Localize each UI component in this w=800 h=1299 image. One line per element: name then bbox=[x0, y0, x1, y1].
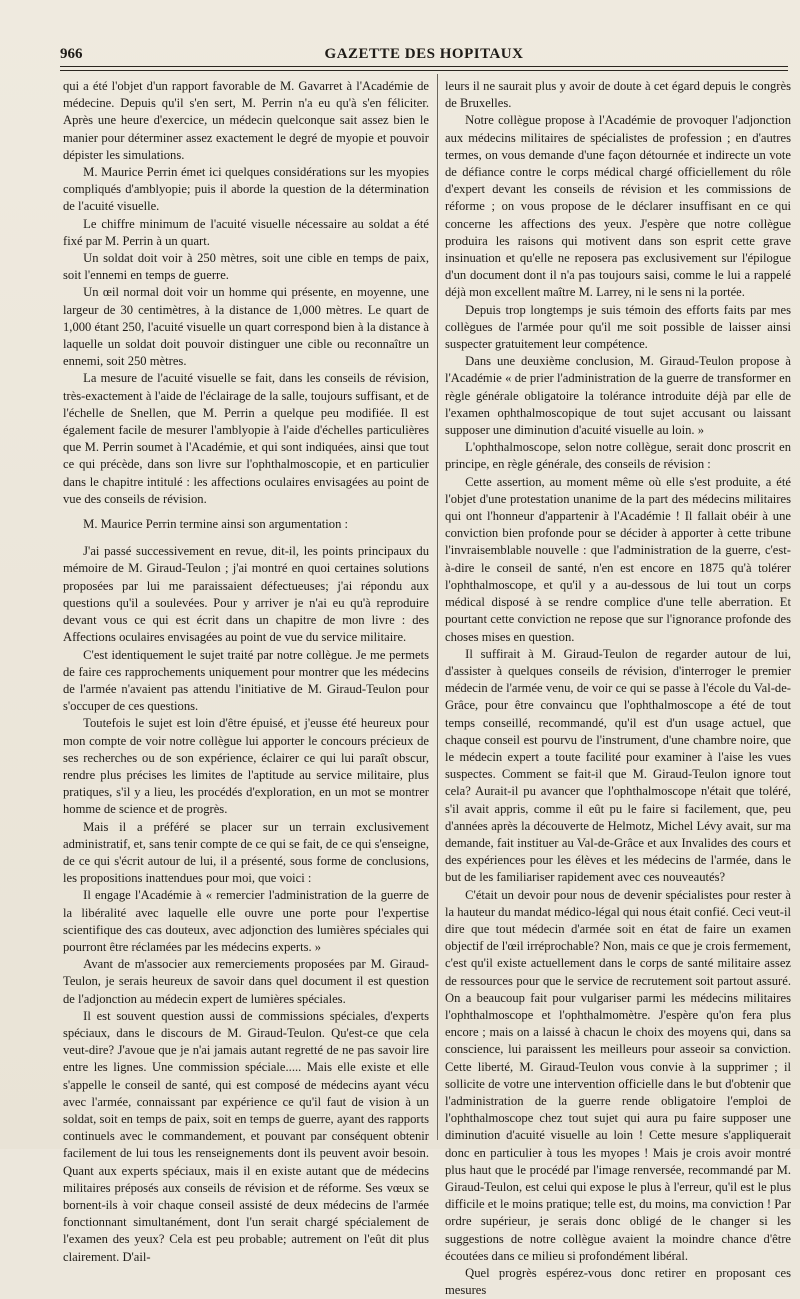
right-column bbox=[445, 78, 792, 1298]
column-divider bbox=[437, 74, 438, 1140]
paragraph: J'ai passé successivement en revue, dit-il, les points principaux du mémoire de M. Giraud-Teulon ; j'ai montré en quoi certaines solutions proposées par lui me paraissaient défectueuses; j'ai répondu aux questions qu'il a soulevées. Pour y arriver je n'ai eu qu'à reproduire devant vous ce qui est écrit dans un chapitre de mon livre : des Affections oculaires envisagées au point de vue du service militaire. bbox=[63, 544, 429, 645]
header-rule bbox=[60, 66, 788, 67]
page-header bbox=[60, 40, 788, 68]
paragraph: Dans une deuxième conclusion, M. Giraud-Teulon propose à l'Académie « de prier l'administration de la guerre de transformer en règle générale obligatoire la tolérance introduite déjà par elle de l'examen ophthalmoscopique de tout sujet accusant ou laissant supposer une diminution d'acuité visuelle au loin. » bbox=[445, 354, 791, 438]
paragraph: L'ophthalmoscope, selon notre collègue, serait donc proscrit en principe, en règle générale, des conseils de révision : bbox=[445, 440, 791, 472]
paragraph: Un soldat doit voir à 250 mètres, soit une cible en temps de paix, soit l'ennemi en temps de guerre. bbox=[63, 251, 429, 283]
header-rule-double bbox=[60, 70, 788, 71]
paragraph: La mesure de l'acuité visuelle se fait, dans les conseils de révision, très-exactement à l'aide de l'éclairage de la salle, toujours suffisant, et de l'échelle de Snellen, que M. Perrin a quelque peu modifiée. Il est également facile de mesurer l'amblyopie à l'aide d'échelles particulières que M. Perrin soumet à l'Académie, et qui sont indiquées, ainsi que tout ce qui précède, dans son livre sur l'ophthalmoscopie, et en particulier dans le chapitre intitulé : les affections oculaires envisagées au point de vue des conseils de révision. bbox=[63, 371, 429, 506]
paragraph: M. Maurice Perrin termine ainsi son argumentation : bbox=[83, 517, 349, 532]
paragraph: Le chiffre minimum de l'acuité visuelle nécessaire au soldat a été fixé par M. Perrin à un quart. bbox=[63, 216, 429, 248]
paragraph: Il est souvent question aussi de commissions spéciales, d'experts spéciaux, dans le discours de M. Giraud-Teulon. Qu'est-ce que cela veut-dire? J'avoue que je n'ai jamais autant regretté de ne pas savoir lire entre les lignes. Une commission spéciale..... Mais elle existe et elle s'appelle le conseil de santé, qui est composé de médecins ayant vécu avec l'armée, connaissant par expérience ce qu'il faut de vision à un soldat, soit en temps de paix, soit en temps de guerre, ayant des rapports continuels avec le commandement, et pouvant par conséquent obtenir facilement de lui tous les renseignements dont ils peuvent avoir besoin. Quant aux experts spéciaux, mais il en existe autant que de médecins militaires préposés aux conseils de révision et de réforme. Ses vœux se bornent-ils à voir chaque conseil assisté de deux médecins de l'armée fonctionnant simultanément, dont l'un serait chargé spécialement de l'examen des yeux? Cela est peu probable; autrement on l'eût dit plus clairement. D'ail- bbox=[63, 1008, 429, 1264]
paragraph: M. Maurice Perrin émet ici quelques considérations sur les myopies compliqués d'amblyopie; puis il aborde la question de la détermination de l'acuité visuelle. bbox=[63, 165, 429, 214]
paragraph: C'était un devoir pour nous de devenir spécialistes pour rester à la hauteur du mandat médico-légal qui nous était confié. Ceci veut-il dire que tout médecin d'armée soit en état de faire un examen objectif de l'œil irréprochable? Non, mais ce que je crois fermement, c'est qu'il existe actuellement dans le corps de santé militaire assez de ressources pour que le service de recrutement soit partout assuré. On a beaucoup fait pour vulgariser parmi les médecins militaires l'ophthalmoscope et l'ophthalmomètre. J'espère qu'on fera plus encore ; mais on a laissé à chacun le choix des moyens qui, dans sa conscience, lui paraissent les meilleurs pour asseoir sa conviction. Cette liberté, M. Giraud-Teulon vous convie à la supprimer ; il sollicite de votre une intervention officielle dans le but d'obtenir que l'administration de la guerre rende obligatoire l'emploi de l'ophthalmoscope chez tout sujet qui aura pu faire supposer une diminution d'acuité visuelle au loin ! Cette mesure s'appliquerait donc en particulier à tous les myopes ! Mais je crois avoir montré plus haut que le procédé par l'image renversée, recommandé par M. Giraud-Teulon, est celui qui expose le plus à l'erreur, qu'il est le plus difficile et le moins pratique; telle est, du moins, ma conviction ! Par ordre supérieur, je serais donc obligé de le changer si les suggestions de notre collègue avaient la moindre chance d'être écoutées dans ce milieu si profondément libéral. bbox=[445, 887, 792, 1263]
paragraph: leurs il ne saurait plus y avoir de doute à cet égard depuis le congrès de Bruxelles. bbox=[445, 79, 791, 111]
paragraph: Cette assertion, au moment même où elle s'est produite, a été l'objet d'une protestation unanime de la part des médecins militaires qui ont l'honneur d'appartenir à l'Académie ! Il fallait obéir à une conviction bien profonde pour se décider à apporter à cette tribune l'invraisemblable nouvelle : que l'administration de la guerre, c'est-à-dire le conseil de santé, n'en est encore en 1875 qu'à tolérer l'ophthalmoscope, et qu'il y a au-dessous de lui tout un corps médical disposé à se rendre complice d'une telle aberration. Et pourtant cette conviction ne repose que sur l'ignorance profonde des choses mises en question. bbox=[445, 474, 791, 644]
left-column bbox=[63, 78, 429, 1264]
paragraph: C'est identiquement le sujet traité par notre collègue. Je me permets de faire ces rapprochements uniquement pour montrer que les médecins de l'armée n'avaient pas attendu l'initiative de M. Giraud-Teulon pour s'occuper de ces questions. bbox=[63, 647, 429, 714]
paragraph: Il engage l'Académie à « remercier l'administration de la guerre de la libéralité avec laquelle elle ouvre une porte pour l'expertise scientifique des cas douteux, avec adjonction des lumières spéciales qui pourront être réclamées par les médecins experts. » bbox=[63, 888, 429, 954]
paragraph: Il suffirait à M. Giraud-Teulon de regarder autour de lui, d'assister à quelques conseils de révision, d'interroger le premier médecin de l'armée venu, de voir ce qui se passe à l'école du Val-de-Grâce, pour être convaincu que l'ophthalmoscope a été de tout temps conseillé, recommandé, qu'il est d'un usage actuel, que chaque conseil est pourvu de l'instrument, d'une chambre noire, que le médecin expert a toute facilité pour examiner à l'aise les vues suspectes. Comment se fait-il que M. Giraud-Teulon ignore tout cela? Aurait-il pu avancer que l'ophthalmoscope n'était que toléré, s'il avait appris, comme il eût pu le faire si facilement, que, peu d'années après la découverte de Helmotz, Michel Lévy avait, sur ma demande, fait instituer au Val-de-Grâce et aux Invalides des cours et des expériences pour les élèves et les médecins de l'armée, dans le but de les familiariser rapidement avec ces nouveautés? bbox=[445, 646, 791, 885]
paragraph: Avant de m'associer aux remerciements proposées par M. Giraud-Teulon, je serais heureux de savoir dans quel document il est question de l'adjonction au médecin expert de lumières spéciales. bbox=[63, 957, 429, 1006]
journal-title: GAZETTE DES HOPITAUX bbox=[324, 46, 524, 62]
page-number: 966 bbox=[60, 46, 83, 62]
paragraph: Mais il a préféré se placer sur un terrain exclusivement administratif, et, sans tenir compte de ce qui se fait, de ce qui s'enseigne, de ce qui s'écrit autour de lui, il a présenté, sous forme de conclusions, les propositions inattendues pour moi, que voici : bbox=[63, 819, 429, 886]
paragraph: Un œil normal doit voir un homme qui présente, en moyenne, une largeur de 30 centimètres, à la distance de 1,000 mètres. Le quart de 1,000 étant 250, l'acuité visuelle un quart correspond bien à la distance à laquelle un soldat doit pouvoir distinguer une cible ou reconnaître un ennemi, soit 250 mètres. bbox=[63, 285, 429, 369]
paragraph: qui a été l'objet d'un rapport favorable de M. Gavarret à l'Académie de médecine. Depuis qu'il s'en sert, M. Perrin n'a eu qu'à s'en féliciter. Après une heure d'exercice, un médecin quelconque sait assez bien le manier pour déterminer assez exactement le degré de myopie et pouvoir dépister les simulations. bbox=[63, 79, 429, 162]
paragraph: Quel progrès espérez-vous donc retirer en proposant ces mesures bbox=[445, 1266, 791, 1298]
paragraph: Depuis trop longtemps je suis témoin des efforts faits par mes collègues de l'armée pour qu'il me soit possible de laisser ainsi suspecter gratuitement leur compétence. bbox=[445, 302, 791, 352]
paragraph: Toutefois le sujet est loin d'être épuisé, et j'eusse été heureux pour mon compte de voir notre collègue lui apporter le concours précieux de ses recherches ou de son expérience, éclairer ce qui lui paraît obscur, rendre plus précises les limites de l'aptitude au service militaire, plus pratiques, s'il y a lieu, les procédés d'exploration, en un mot se montrer homme de science et de progrès. bbox=[63, 716, 429, 817]
paragraph: Notre collègue propose à l'Académie de provoquer l'adjonction aux médecins militaires de spécialistes de profession ; en d'autres termes, on vous demande d'une façon détournée et indirecte un vote de défiance contre le corps médical chargé officiellement du rôle d'expert devant les conseils de révision et les commissions de réforme ; on vous propose de le déclarer insuffisant en ce qui concerne les affections des yeux. J'espère que notre collègue produira les raisons qui motivent dans son esprit cette grave insinuation et qu'elle ne reposera pas exclusivement sur l'épilogue d'un document dont il n'a pas toujours saisi, comme le lui a rappelé déjà mon excellent maître M. Larrey, ni le sens ni la portée. bbox=[445, 113, 791, 300]
